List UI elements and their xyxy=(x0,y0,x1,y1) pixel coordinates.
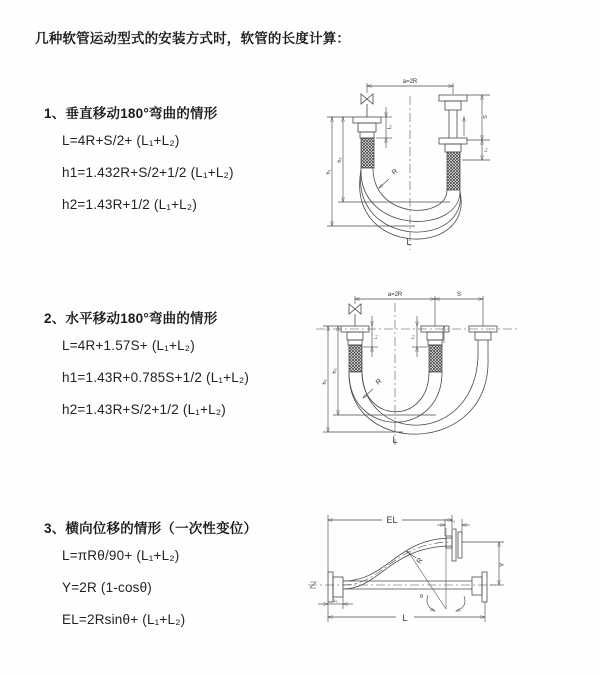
height-dimensions xyxy=(326,117,450,226)
dim-label-h1: h₁ xyxy=(322,379,328,385)
section-2-formula-L: L=4R+1.57S+ (L₁+L₂) xyxy=(62,338,195,353)
section-2-formula-h2: h2=1.43R+S/2+1/2 (L₁+L₂) xyxy=(62,402,226,417)
diagram-vertical-180-bend xyxy=(310,72,580,257)
dim-label-r: R xyxy=(415,556,425,566)
dim-label-l1: L₁ xyxy=(387,124,393,130)
right-leg-flange xyxy=(439,95,467,190)
middle-leg-flange xyxy=(421,326,449,372)
dim-label-h2: h₂ xyxy=(332,368,338,374)
s-l2-dimensions xyxy=(462,95,490,160)
section-3-formula-L: L=πRθ/90+ (L₁+L₂) xyxy=(62,548,180,563)
valve-icon xyxy=(361,94,373,117)
l2-dimension xyxy=(410,316,428,357)
l-dimension xyxy=(328,602,485,623)
dim-label-l2: L₂ xyxy=(450,518,456,523)
section-3-formula-EL: EL=2Rsinθ+ (L₁+L₂) xyxy=(62,612,186,627)
left-leg-flange xyxy=(353,117,381,168)
center-lines xyxy=(316,303,520,445)
valve-icon xyxy=(349,304,361,326)
dim-label-a2r: a=2R xyxy=(387,292,403,298)
dim-label-r: R xyxy=(374,377,384,387)
top-dimension xyxy=(355,292,483,326)
section-2-heading: 2、水平移动180°弯曲的情形 xyxy=(44,311,218,326)
dim-label-l1: L₁ xyxy=(373,334,378,340)
dim-label-l1: L₁ xyxy=(333,598,338,603)
dim-label-length: L xyxy=(406,237,412,247)
el-dimension xyxy=(328,515,452,572)
radius-callout xyxy=(379,168,399,188)
right-flange xyxy=(472,572,487,602)
section-1-formula-h2: h2=1.43R+1/2 (L₁+L₂) xyxy=(62,197,198,212)
l1-dimension xyxy=(363,316,378,357)
dim-label-length: L xyxy=(392,435,398,445)
moved-leg-flange xyxy=(469,326,497,357)
section-1-formula-L: L=4R+S/2+ (L₁+L₂) xyxy=(62,133,180,148)
left-leg-flange xyxy=(341,326,369,372)
dim-label-length: L xyxy=(402,613,408,623)
radius-callout xyxy=(406,551,425,565)
hose-curves xyxy=(349,357,488,434)
dim-label-el: EL xyxy=(386,515,398,525)
l2-dimension xyxy=(437,518,470,536)
hose-curves xyxy=(360,168,462,239)
section-3-formula-Y: Y=2R (1-cosθ) xyxy=(62,580,153,595)
dim-label-h1: h₁ xyxy=(326,169,332,175)
upper-flange xyxy=(446,529,462,561)
dim-label-y: Y xyxy=(499,562,506,568)
top-dimension xyxy=(367,79,453,94)
dim-label-r: R xyxy=(390,167,400,177)
dim-label-h2: h₂ xyxy=(337,157,343,163)
section-2-formula-h1: h1=1.43R+0.785S+1/2 (L₁+L₂) xyxy=(62,370,250,385)
dim-label-s: S xyxy=(456,292,462,298)
diagram-lateral-displacement xyxy=(300,505,600,653)
l1-dimension xyxy=(318,597,353,609)
center-lines xyxy=(308,542,496,585)
section-1-formula-h1: h1=1.432R+S/2+1/2 (L₁+L₂) xyxy=(62,165,234,180)
theta-construction xyxy=(409,528,465,611)
dim-label-l2: L₂ xyxy=(483,147,488,153)
dim-label-s: S xyxy=(483,115,489,119)
section-1-heading: 1、垂直移动180°弯曲的情形 xyxy=(44,106,218,121)
dim-label-l2: L₂ xyxy=(410,334,415,340)
section-3-heading: 3、横向位移的情形（一次性变位） xyxy=(44,521,258,536)
diagram-horizontal-180-bend xyxy=(308,285,578,463)
l1-dimension xyxy=(376,107,393,148)
radius-callout xyxy=(363,378,383,398)
y-dimension xyxy=(462,542,506,585)
dim-label-a2r: a=2R xyxy=(402,79,418,85)
page-title: 几种软管运动型式的安装方式时，软管的长度计算： xyxy=(35,31,351,46)
dim-label-theta: θ xyxy=(420,594,424,600)
